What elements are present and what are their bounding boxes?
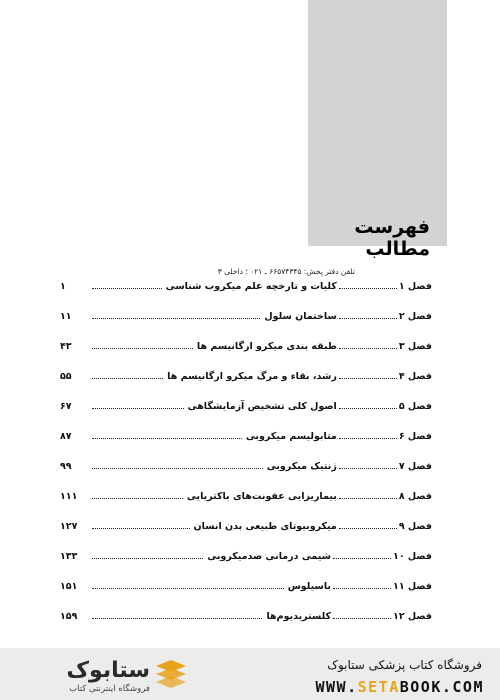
toc-page-number: ۵۵ bbox=[60, 371, 72, 382]
toc-chapter: فصل ۱۰ bbox=[393, 551, 432, 562]
dot-leader bbox=[339, 520, 397, 529]
dot-leader bbox=[92, 490, 183, 499]
logo[interactable] bbox=[12, 656, 192, 698]
book-stack-logo-icon bbox=[154, 658, 188, 694]
toc-title: متابولیسم میکروبی bbox=[245, 431, 337, 442]
toc-title: رشد، بقاء و مرگ میکرو ارگانیسم ها bbox=[167, 371, 337, 382]
dot-leader bbox=[92, 610, 262, 619]
dot-leader bbox=[339, 400, 397, 409]
logo-wordmark: ستابوک bbox=[66, 658, 150, 683]
toc-chapter: فصل ۸ bbox=[398, 491, 432, 502]
url-suffix: BOOK.COM bbox=[399, 678, 484, 696]
toc-page-number: ۹۹ bbox=[60, 461, 72, 472]
toc-page-number: ۱۲۷ bbox=[60, 521, 78, 532]
dot-leader bbox=[92, 580, 284, 589]
dot-leader bbox=[92, 340, 193, 349]
footer-banner bbox=[0, 648, 500, 700]
toc-title: کلیات و تارخچه علم میکروب شناسی bbox=[165, 281, 337, 292]
dot-leader bbox=[92, 400, 184, 409]
dot-leader bbox=[333, 580, 391, 589]
dot-leader bbox=[339, 280, 397, 289]
url-prefix: WWW. bbox=[315, 678, 358, 696]
dot-leader bbox=[339, 310, 397, 319]
toc-row[interactable] bbox=[60, 460, 432, 476]
toc-title: ساختمان سلول bbox=[264, 311, 337, 322]
dot-leader bbox=[333, 550, 391, 559]
toc-title: اصول کلی تشخیص آزمایشگاهی bbox=[187, 401, 337, 412]
toc-title: ژنتیک میکروبی bbox=[266, 461, 337, 472]
toc-chapter: فصل ۳ bbox=[398, 341, 432, 352]
toc-row[interactable] bbox=[60, 430, 432, 446]
page-title: فهرست مطالب bbox=[354, 216, 430, 260]
toc-title: شیمی درمانی ضدمیکروبی bbox=[207, 551, 332, 562]
toc-title: باسیلوس bbox=[287, 581, 332, 592]
toc-chapter: فصل ۵ bbox=[398, 401, 432, 412]
dot-leader bbox=[92, 430, 242, 439]
toc-row[interactable] bbox=[60, 580, 432, 596]
dot-leader bbox=[339, 430, 397, 439]
dot-leader bbox=[339, 460, 397, 469]
dot-leader bbox=[92, 460, 263, 469]
toc-title: کلستریدیوم‌ها bbox=[266, 611, 332, 622]
dot-leader bbox=[92, 520, 190, 529]
toc-page-number: ۶۷ bbox=[60, 401, 72, 412]
toc-row[interactable] bbox=[60, 550, 432, 566]
toc-row[interactable] bbox=[60, 610, 432, 626]
dot-leader bbox=[333, 610, 391, 619]
toc-title: طبقه بندی میکرو ارگانیسم ها bbox=[196, 341, 337, 352]
toc-chapter: فصل ۲ bbox=[398, 311, 432, 322]
toc-title: بیماریزایی عفونت‌های باکتریایی bbox=[186, 491, 337, 502]
toc-page-number: ۱۵۹ bbox=[60, 611, 78, 622]
toc-chapter: فصل ۹ bbox=[398, 521, 432, 532]
toc-row[interactable] bbox=[60, 490, 432, 506]
dot-leader bbox=[339, 370, 397, 379]
dot-leader bbox=[92, 280, 162, 289]
dot-leader bbox=[339, 490, 397, 499]
url-accent: SETA bbox=[357, 678, 400, 696]
toc-page-number: ۱ bbox=[60, 281, 66, 292]
dot-leader bbox=[339, 340, 397, 349]
shop-name: فروشگاه کتاب پزشکی ستابوک bbox=[327, 658, 482, 672]
logo-subtitle: فروشگاه اینترنتی کتاب bbox=[69, 684, 150, 694]
toc-row[interactable] bbox=[60, 310, 432, 326]
toc-page-number: ۱۱ bbox=[60, 311, 72, 322]
toc-chapter: فصل ۱۱ bbox=[393, 581, 432, 592]
toc-chapter: فصل ۶ bbox=[398, 431, 432, 442]
toc-page-number: ۱۱۱ bbox=[60, 491, 78, 502]
dot-leader bbox=[92, 550, 203, 559]
header-box bbox=[308, 0, 447, 246]
toc-page-number: ۴۳ bbox=[60, 341, 72, 352]
toc-chapter: فصل ۱ bbox=[398, 281, 432, 292]
toc-chapter: فصل ۱۲ bbox=[393, 611, 432, 622]
toc-row[interactable] bbox=[60, 370, 432, 386]
phone-note: تلفن دفتر پخش: ۶۶۵۷۴۳۴۵ ـ ۰۲۱ ؛ داخلی ۳ bbox=[217, 267, 355, 276]
toc-chapter: فصل ۷ bbox=[398, 461, 432, 472]
toc-title: میکروبیوتای طبیعی بدن انسان bbox=[193, 521, 337, 532]
toc-page-number: ۸۷ bbox=[60, 431, 72, 442]
site-url-link[interactable] bbox=[244, 678, 484, 696]
toc-page-number: ۱۳۳ bbox=[60, 551, 78, 562]
toc-row[interactable] bbox=[60, 340, 432, 356]
toc-row[interactable] bbox=[60, 280, 432, 296]
toc-chapter: فصل ۴ bbox=[398, 371, 432, 382]
toc-page-number: ۱۵۱ bbox=[60, 581, 78, 592]
toc-row[interactable] bbox=[60, 400, 432, 416]
toc-row[interactable] bbox=[60, 520, 432, 536]
dot-leader bbox=[92, 370, 163, 379]
dot-leader bbox=[92, 310, 260, 319]
